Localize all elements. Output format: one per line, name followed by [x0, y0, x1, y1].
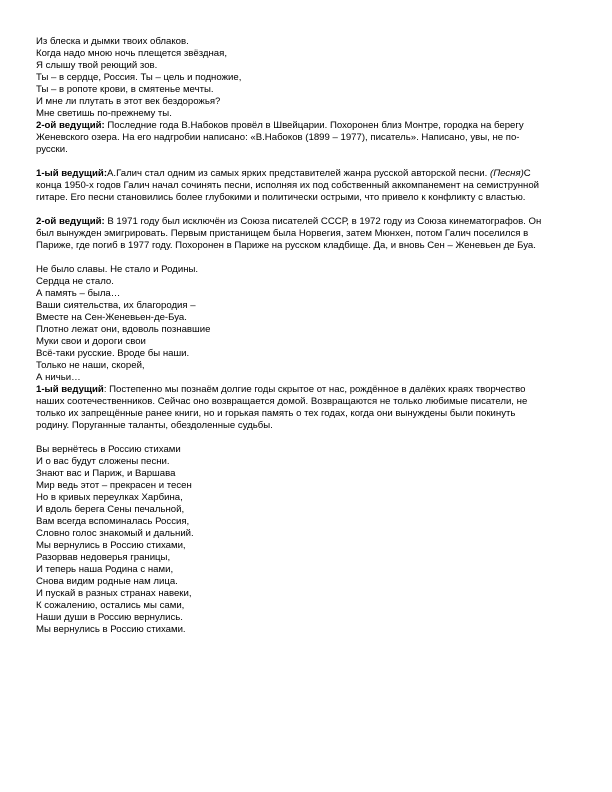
poem-line: Мы вернулись в Россию стихами.: [36, 624, 186, 635]
poem-line: Я слышу твой реющий зов.: [36, 60, 158, 71]
poem-line: Муки свои и дороги свои: [36, 336, 146, 347]
poem-line: Разорвав недоверья границы,: [36, 552, 171, 563]
paragraph-text: Женевского озера. На его надгробии написано: «В.Набоков (1899 – 1977), писатель». Написано, увы, не по-: [36, 132, 520, 143]
poem-line: Ты – в сердце, Россия. Ты – цель и подножие,: [36, 72, 242, 83]
document-page: [36, 36, 584, 636]
poem-line: Ты – в ропоте крови, в смятенье мечты.: [36, 84, 214, 95]
poem-line: И вдоль берега Сены печальной,: [36, 504, 185, 515]
poem-line: Мне светишь по-прежнему ты.: [36, 108, 172, 119]
speaker-label: 2-ой ведущий:: [36, 216, 105, 227]
poem-line: А ничьи…: [36, 372, 81, 383]
paragraph-text: наших соотечественников. Сейчас оно возвращается домой. Возвращаются не только любимые писатели, не: [36, 396, 528, 407]
poem-line: И теперь наша Родина с нами,: [36, 564, 174, 575]
poem-line: Не было славы. Не стало и Родины.: [36, 264, 199, 275]
poem-line: Всё-таки русские. Вроде бы наши.: [36, 348, 190, 359]
speaker-label: 1-ый ведущий: [36, 384, 104, 395]
poem-line: Ваши сиятельства, их благородия –: [36, 300, 196, 311]
paragraph-text: : Постепенно мы познаём долгие годы скрытое от нас, рождённое в далёких краях творчество: [103, 384, 526, 395]
poem-line: Знают вас и Париж, и Варшава: [36, 468, 176, 479]
poem-line: А память – была…: [36, 288, 121, 299]
poem-fragment-3: [36, 444, 584, 636]
paragraph-galich: [36, 168, 584, 204]
paragraph-text: Последние года В.Набоков провёл в Швейцарии. Похоронен близ Монтре, городка на берегу: [104, 120, 524, 131]
paragraph-text: Париже, где погиб в 1977 году. Похоронен в Париже на русском кладбище. Да, и вновь Сен – Женевьен де Буа.: [36, 240, 536, 251]
paragraph-text: гитаре. Его песни становились более глубокими и политически острыми, что привело к конфликту с властью.: [36, 192, 526, 203]
poem-line: Снова видим родные нам лица.: [36, 576, 178, 587]
paragraph-emigration: [36, 216, 584, 252]
paragraph-text: С: [523, 168, 531, 179]
paragraph-text: В 1971 году был исключён из Союза писателей СССР, в 1972 году из Союза кинематографов. Он: [104, 216, 542, 227]
speaker-label: 2-ой ведущий:: [36, 120, 105, 131]
paragraph-text: А.Галич стал одним из самых ярких представителей жанра русской авторской песни.: [107, 168, 490, 179]
speaker-label: 1-ый ведущий:: [36, 168, 108, 179]
poem-line: Только не наши, скорей,: [36, 360, 145, 371]
paragraph-return: [36, 384, 584, 432]
poem-line: И мне ли плутать в этот век бездорожья?: [36, 96, 221, 107]
poem-line: Вам всегда вспоминалась Россия,: [36, 516, 190, 527]
poem-line: Сердца не стало.: [36, 276, 114, 287]
poem-line: Мы вернулись в Россию стихами,: [36, 540, 186, 551]
poem-line: Наши души в Россию вернулись.: [36, 612, 183, 623]
paragraph-nabokov: [36, 120, 584, 156]
paragraph-text: родину. Поруганные таланты, обездоленные судьбы.: [36, 420, 273, 431]
poem-line: Мир ведь этот – прекрасен и тесен: [36, 480, 192, 491]
poem-line: К сожалению, остались мы сами,: [36, 600, 185, 611]
poem-line: Когда надо мною ночь плещется звёздная,: [36, 48, 227, 59]
paragraph-text: конца 1950-х годов Галич начал сочинять песни, исполняя их под собственный аккомпанемент на семиструнной: [36, 180, 540, 191]
poem-line: И о вас будут сложены песни.: [36, 456, 170, 467]
poem-line: Но в кривых переулках Харбина,: [36, 492, 183, 503]
poem-fragment-2: [36, 264, 584, 384]
paragraph-text: был вынужден эмигрировать. Первым пристанищем была Норвегия, затем Мюнхен, потом Галич поселился в: [36, 228, 529, 239]
poem-fragment-1: [36, 36, 584, 120]
stage-direction: (Песня): [490, 168, 524, 179]
poem-line: Вместе на Сен-Женевьен-де-Буа.: [36, 312, 187, 323]
poem-line: Плотно лежат они, вдоволь познавшие: [36, 324, 211, 335]
poem-line: И пускай в разных странах навеки,: [36, 588, 192, 599]
poem-line: Из блеска и дымки твоих облаков.: [36, 36, 189, 47]
poem-line: Словно голос знакомый и дальний.: [36, 528, 194, 539]
paragraph-text: только их запрещённые ранее книги, но и горькая память о тех годах, когда они вынуждены были покинуть: [36, 408, 516, 419]
poem-line: Вы вернётесь в Россию стихами: [36, 444, 181, 455]
paragraph-text: русски.: [36, 144, 68, 155]
